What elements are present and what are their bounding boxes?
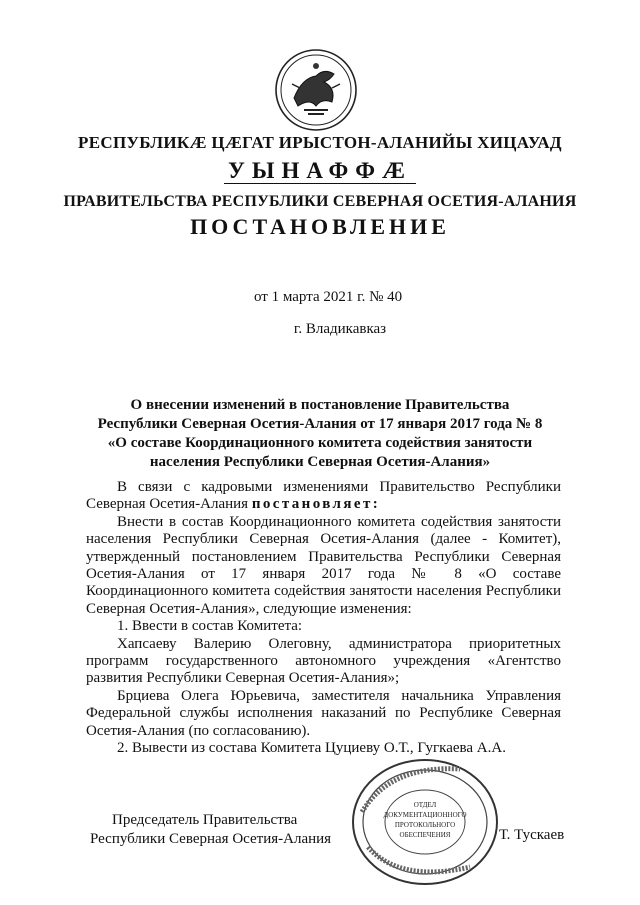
- city: г. Владикавказ: [293, 321, 387, 337]
- decree-heading: ПОСТАНОВЛЕНИЕ: [190, 214, 450, 239]
- title-line: «О составе Координационного комитета содействия занятости: [107, 435, 533, 451]
- date-number: от 1 марта 2021 г. № 40: [254, 289, 403, 305]
- signatory-name: Т. Тускаев: [499, 827, 565, 843]
- coat-of-arms-emblem: [274, 48, 358, 132]
- title-line: Республики Северная Осетия-Алания от 17 января 2017 года № 8: [97, 416, 543, 432]
- paragraph-changes: Внести в состав Координационного комитета содействия занятости населения Республики Северная Осетия-Алания (далее - Комитет), утвержденный постановлением Правительства Республики Северная Осетия-Алания от 17 января 2017 года № 8 «О составе Координационного комитета содействия занятости населения Республики Северная Осетия-Алания», следующие изменения:: [86, 513, 561, 617]
- ossetian-government-heading: РЕСПУБЛИКӔ ЦӔГАТ ИРЫСТОН-АЛАНИЙЫ ХИЦАУАД: [78, 133, 562, 152]
- stamp-line: ОТДЕЛ: [413, 801, 437, 809]
- title-line: О внесении изменений в постановление Правительства: [130, 397, 510, 413]
- paragraph-member-1: Хапсаеву Валерию Олеговну, администратора приоритетных программ государственного автономного учреждения «Агентство развития Республики Северная Осетия-Алания»;: [86, 635, 561, 687]
- stamp-line: ПРОТОКОЛЬНОГО: [394, 821, 456, 829]
- paragraph-item-1: 1. Ввести в состав Комитета:: [117, 618, 303, 635]
- stamp-line: ОБЕСПЕЧЕНИЯ: [399, 831, 451, 839]
- paragraph-item-2: 2. Вывести из состава Комитета Цуциеву О.Т., Гугкаева А.А.: [117, 740, 506, 757]
- government-heading: ПРАВИТЕЛЬСТВА РЕСПУБЛИКИ СЕВЕРНАЯ ОСЕТИЯ-АЛАНИЯ: [63, 193, 577, 210]
- paragraph-member-2: Брциева Олега Юрьевича, заместителя начальника Управления Федеральной службы исполнения наказаний по Республике Северная Осетия-Алания (по согласованию).: [86, 687, 561, 739]
- ossetian-decree-heading: [0, 158, 640, 184]
- stamp-line: ДОКУМЕНТАЦИОННОГО: [383, 811, 467, 819]
- position-line: Республики Северная Осетия-Алания: [90, 831, 332, 847]
- resolves-word: постановляет:: [251, 496, 381, 513]
- position-line: Председатель Правительства: [112, 812, 298, 828]
- document-body: [86, 479, 561, 758]
- ossetian-decree-text: УЫНАФФӔ: [224, 158, 416, 184]
- title-line: населения Республики Северная Осетия-Алания»: [149, 454, 491, 470]
- official-stamp: [350, 757, 500, 887]
- preamble-text: В связи с кадровыми изменениями Правительство Республики Северная Осетия-Алания: [86, 479, 561, 513]
- paragraph-preamble: [86, 479, 561, 514]
- signatory-position: [90, 811, 331, 849]
- document-title: [0, 396, 640, 472]
